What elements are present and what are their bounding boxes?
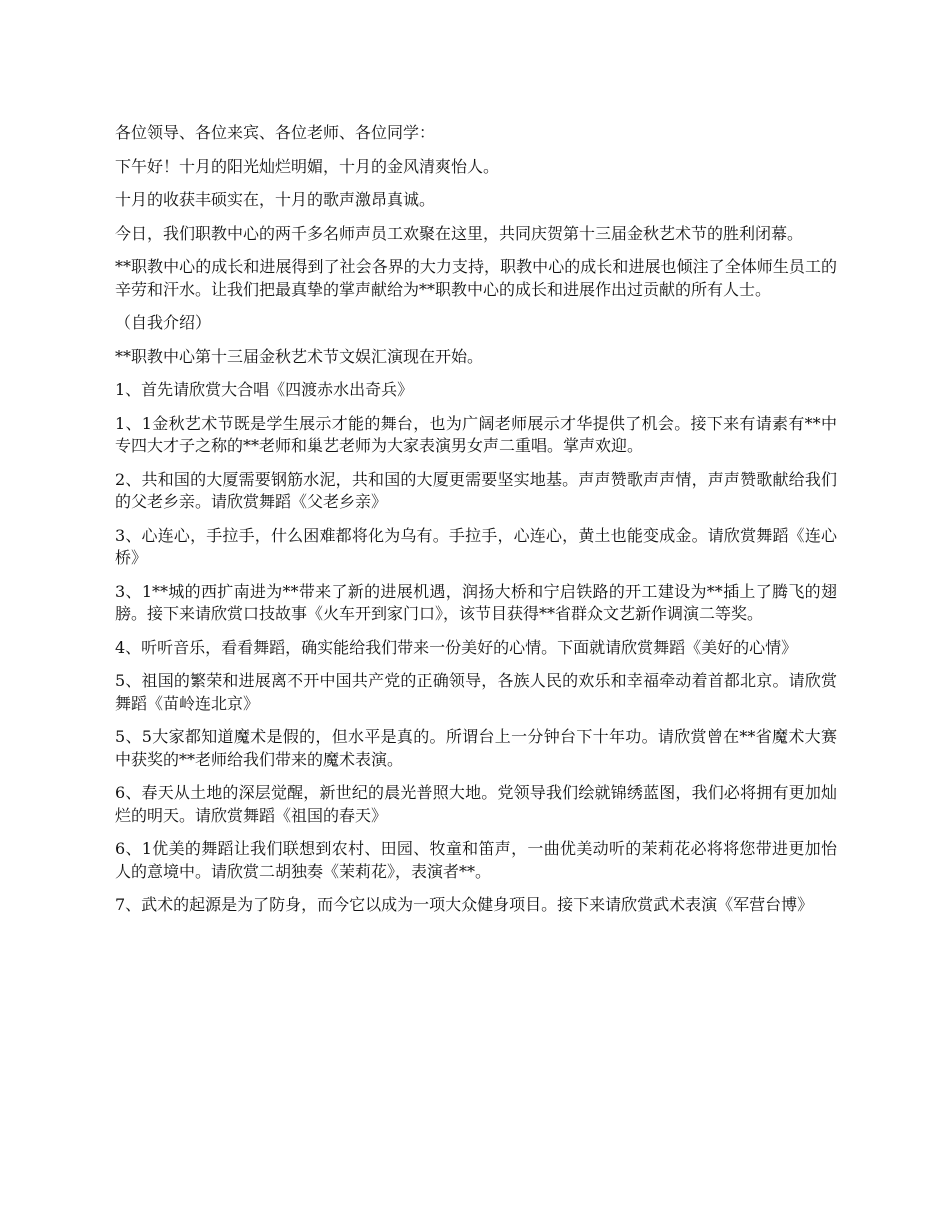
paragraph: **职教中心第十三届金秋艺术节文娱汇演现在开始。: [115, 346, 484, 366]
paragraph: 今日，我们职教中心的两千多名师声员工欢聚在这里，共同庆贺第十三届金秋艺术节的胜利闭幕。: [115, 223, 804, 243]
program-item: 5、5大家都知道魔术是假的，但水平是真的。所谓台上一分钟台下十年功。请欣赏曾在**省魔术大赛中获奖的**老师给我们带来的魔术表演。: [115, 727, 837, 769]
program-item: 6、1优美的舞蹈让我们联想到农村、田园、牧童和笛声，一曲优美动听的茉莉花必将将您带进更加怡人的意境中。请欣赏二胡独奏《茉莉花》，表演者**。: [115, 839, 837, 881]
program-item: 7、武术的起源是为了防身，而今它以成为一项大众健身项目。接下来请欣赏武术表演《军营台博》: [115, 895, 814, 914]
program-item: 3、心连心，手拉手，什么困难都将化为乌有。手拉手，心连心，黄土也能变成金。请欣赏舞蹈《连心桥》: [115, 525, 837, 567]
program-item: 1、首先请欣赏大合唱《四渡赤水出奇兵》: [115, 380, 414, 399]
program-item: 1、1金秋艺术节既是学生展示才能的舞台，也为广阔老师展示才华提供了机会。接下来有请素有**中专四大才子之称的**老师和巢艺老师为大家表演男女声二重唱。掌声欢迎。: [115, 413, 837, 455]
paragraph: 十月的收获丰硕实在，十月的歌声激昂真诚。: [115, 190, 436, 209]
paragraph: （自我介绍）: [115, 313, 212, 332]
paragraph-greeting: 各位领导、各位来宾、各位老师、各位同学：: [115, 123, 436, 142]
paragraph: 下午好！十月的阳光灿烂明媚，十月的金风清爽怡人。: [115, 156, 500, 176]
program-item: 3、1**城的西扩南进为**带来了新的进展机遇，润扬大桥和宁启铁路的开工建设为**插上了腾飞的翅膀。接下来请欣赏口技故事《火车开到家门口》，该节目获得**省群众文艺新作调演二等奖。: [115, 581, 837, 623]
document-body: [115, 122, 837, 928]
program-item: 4、听听音乐，看看舞蹈，确实能给我们带来一份美好的心情。下面就请欣赏舞蹈《美好的心情》: [115, 637, 798, 657]
program-item: 5、祖国的繁荣和进展离不开中国共产党的正确领导，各族人民的欢乐和幸福牵动着首都北京。请欣赏舞蹈《苗岭连北京》: [115, 671, 837, 713]
paragraph: **职教中心的成长和进展得到了社会各界的大力支持，职教中心的成长和进展也倾注了全体师生员工的辛劳和汗水。让我们把最真挚的掌声献给为**职教中心的成长和进展作出过贡献的所有人士。: [115, 257, 837, 299]
program-item: 6、春天从土地的深层觉醒，新世纪的晨光普照大地。党领导我们绘就锦绣蓝图，我们必将拥有更加灿烂的明天。请欣赏舞蹈《祖国的春天》: [115, 783, 837, 825]
program-item: 2、共和国的大厦需要钢筋水泥，共和国的大厦更需要坚实地基。声声赞歌声声情，声声赞歌献给我们的父老乡亲。请欣赏舞蹈《父老乡亲》: [115, 469, 837, 511]
